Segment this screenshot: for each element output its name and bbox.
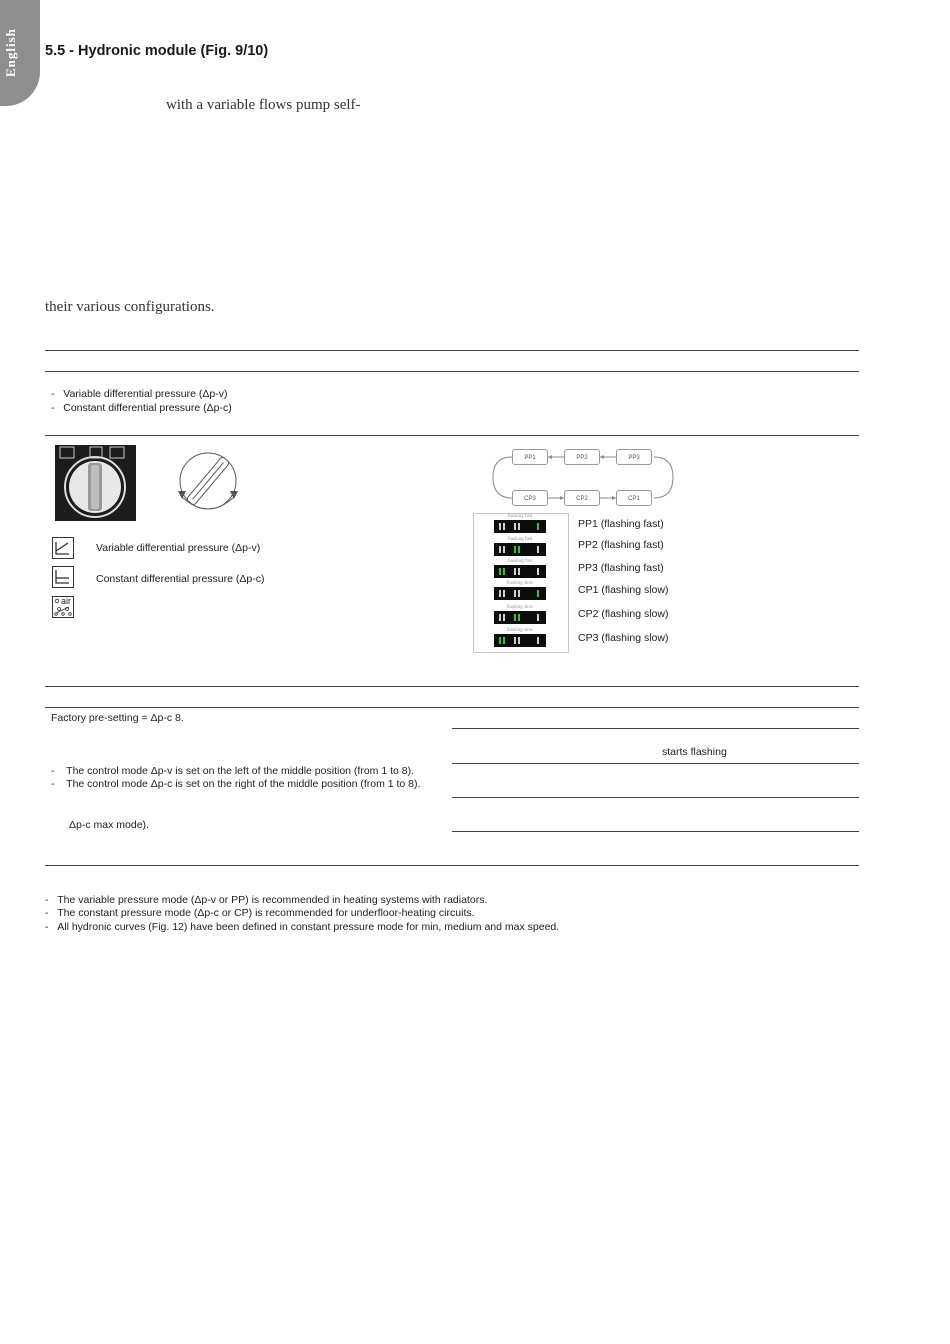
air-venting-icon — [52, 596, 74, 618]
divider — [45, 865, 859, 866]
divider — [452, 728, 859, 729]
cycle-node-pp3: PP3 — [616, 449, 652, 465]
intro-line-1: with a variable flows pump self- — [166, 97, 361, 113]
led-label-pp2: PP2 (flashing fast) — [578, 539, 664, 551]
led-indicator-cp2: flashing slow — [485, 605, 555, 627]
variable-pressure-icon — [52, 537, 74, 559]
divider — [452, 831, 859, 832]
cycle-node-cp1: CP1 — [616, 490, 652, 506]
divider — [45, 707, 859, 708]
note-item: - The variable pressure mode (Δp-v or PP) is recommended in heating systems with radiators. — [45, 894, 488, 906]
divider — [452, 763, 859, 764]
control-rule-item: - The control mode Δp-c is set on the right of the middle position (from 1 to 8). — [51, 778, 421, 790]
led-indicator-pp2: flashing fast — [485, 537, 555, 559]
led-indicator-pp1: flashing fast — [485, 514, 555, 536]
pump-control-photo — [55, 445, 136, 521]
modes-list-item: - Variable differential pressure (Δp-v) — [51, 388, 228, 400]
divider — [45, 435, 859, 436]
led-label-pp3: PP3 (flashing fast) — [578, 562, 664, 574]
air-icon-text: air — [61, 596, 72, 606]
dpc-max-text: Δp-c max mode). — [69, 819, 149, 831]
language-tab-label: English — [3, 28, 18, 78]
divider — [452, 797, 859, 798]
divider — [45, 371, 859, 372]
intro-line-2: their various configurations. — [45, 299, 215, 315]
constant-pressure-label: Constant differential pressure (Δp-c) — [96, 573, 265, 585]
led-label-cp3: CP3 (flashing slow) — [578, 632, 669, 644]
cycle-node-cp2: CP2 — [564, 490, 600, 506]
variable-pressure-label: Variable differential pressure (Δp-v) — [96, 542, 261, 554]
led-indicator-pp3: flashing fast — [485, 559, 555, 581]
mode-cycle-diagram — [490, 445, 676, 515]
led-indicator-cp3: flashing slow — [485, 628, 555, 650]
cycle-node-pp1: PP1 — [512, 449, 548, 465]
constant-pressure-icon — [52, 566, 74, 588]
factory-presetting: Factory pre-setting = Δp-c 8. — [51, 712, 184, 724]
led-label-cp2: CP2 (flashing slow) — [578, 608, 669, 620]
note-item: - All hydronic curves (Fig. 12) have been defined in constant pressure mode for min, medium and max speed. — [45, 921, 560, 933]
led-label-cp1: CP1 (flashing slow) — [578, 584, 669, 596]
modes-list-item: - Constant differential pressure (Δp-c) — [51, 402, 232, 414]
divider — [45, 350, 859, 351]
led-label-pp1: PP1 (flashing fast) — [578, 518, 664, 530]
cycle-node-pp2: PP2 — [564, 449, 600, 465]
section-title: 5.5 - Hydronic module (Fig. 9/10) — [45, 43, 269, 59]
cycle-node-cp3: CP3 — [512, 490, 548, 506]
led-indicator-cp1: flashing slow — [485, 581, 555, 603]
control-rule-item: - The control mode Δp-v is set on the left of the middle position (from 1 to 8). — [51, 765, 415, 777]
divider — [45, 686, 859, 687]
starts-flashing-text: starts flashing — [662, 746, 727, 758]
knob-rotation-icon — [170, 445, 246, 521]
note-item: - The constant pressure mode (Δp-c or CP) is recommended for underfloor-heating circuits. — [45, 907, 475, 919]
